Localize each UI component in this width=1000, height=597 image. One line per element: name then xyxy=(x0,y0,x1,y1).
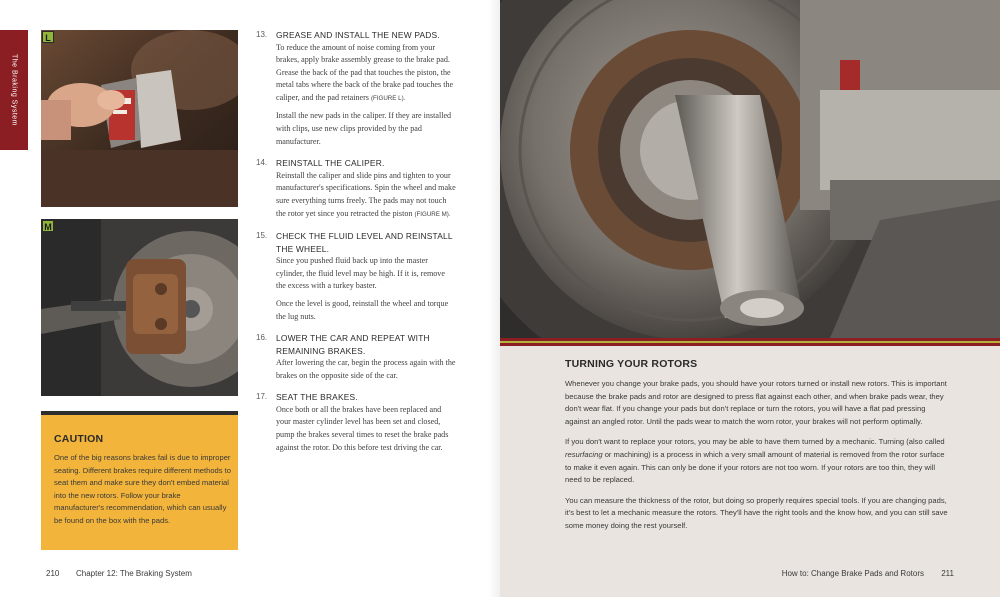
step-paragraph: Once the level is good, reinstall the wheel and torque the lug nuts. xyxy=(276,298,449,321)
step-number: 14. xyxy=(256,158,268,168)
step-title: CHECK THE FLUID LEVEL AND REINSTALL THE WHEEL. xyxy=(276,231,453,254)
step-title: SEAT THE BRAKES. xyxy=(276,392,358,403)
right-page-number: 211 xyxy=(941,569,954,578)
step-text: Reinstall the caliper and slide pins and tighten to your manufacturer's specifications. Spin the wheel and make sure everything turns freely. The pads may not touch the rotor yet since you retracted the piston xyxy=(276,170,456,218)
caution-body: One of the big reasons brakes fail is due to improper seating. Different brakes require different methods to seat them and make sure they don't embed material into the new rotors. Follow your brake manufacturer's recommendation, which can usually be found on the box with the pads. xyxy=(54,453,232,525)
left-page-number: 210 xyxy=(46,569,60,578)
steps-column xyxy=(256,29,456,463)
sidebar-body xyxy=(565,378,950,541)
step-paragraph: Install the new pads in the caliper. If they are installed with clips, use new clips provided by the pad manufacturer. xyxy=(276,111,452,146)
sidebar-title: TURNING YOUR ROTORS xyxy=(565,358,698,370)
sidebar-paragraph: You can measure the thickness of the rotor, but doing so properly requires special tools. If you are changing pads, it's best to let a mechanic measure the rotors. They'll have the right tools and the know how, and you can still save some money doing the rest yourself. xyxy=(565,495,948,530)
step-16 xyxy=(256,332,456,382)
left-running-footer: Chapter 12: The Braking System xyxy=(76,569,192,578)
step-number: 15. xyxy=(256,231,268,241)
sidebar-text: or machining) is a process in which a very small amount of material is removed from the rotor surface to make it even again. This can only be done if your rotors are not too worn. If your rotors are too thin, they will need to be replaced. xyxy=(565,449,945,485)
caution-box xyxy=(41,411,238,550)
rotor-photo xyxy=(500,0,1000,338)
figure-reference: (FIGURE M). xyxy=(414,210,451,218)
sidebar-paragraph: Whenever you change your brake pads, you should have your rotors turned or install new rotors. This is important because the brake pads and rotor are designed to press flat against each other, and when brake pads wear, they don't wear flat. If you change your pads but don't replace or turn the rotors, you will have a flat pad pressing against an angled rotor. Until the pads wear to match the worn rotor, your brakes will not perform optimally. xyxy=(565,379,947,426)
rotor-image xyxy=(500,0,1000,338)
step-number: 16. xyxy=(256,333,268,343)
step-title: GREASE AND INSTALL THE NEW PADS. xyxy=(276,30,440,40)
step-13 xyxy=(256,29,456,148)
sidebar-paragraph xyxy=(565,436,950,486)
figure-l-label: L xyxy=(42,31,54,43)
step-paragraph xyxy=(276,170,456,221)
step-title: REINSTALL THE CALIPER. xyxy=(276,158,385,169)
figure-l-photo xyxy=(41,30,238,207)
step-15 xyxy=(256,230,456,323)
sidebar-text: If you don't want to replace your rotors, you may be able to have them turned by a mechanic. Turning (also called xyxy=(565,437,945,447)
step-paragraph: Since you pushed fluid back up into the master cylinder, the fluid level may be high. If it is, remove the excess with a turkey baster. xyxy=(276,256,445,291)
figure-m-photo xyxy=(41,219,238,396)
figure-reference: (FIGURE L). xyxy=(370,94,406,102)
step-paragraph: After lowering the car, begin the process again with the brakes on the opposite side of the car. xyxy=(276,358,456,380)
step-number: 17. xyxy=(256,392,268,402)
step-title: LOWER THE CAR AND REPEAT WITH REMAINING BRAKES. xyxy=(276,333,430,356)
right-running-footer: How to: Change Brake Pads and Rotors xyxy=(781,569,924,578)
figure-m-image xyxy=(41,219,238,396)
step-paragraph: Once both or all the brakes have been replaced and your master cylinder level has been set and closed, pump the brakes several times to reset the brake pads against the rotor. Do this before test driving the car. xyxy=(276,404,449,452)
figure-l-image xyxy=(41,30,238,207)
figure-m-label: M xyxy=(42,220,54,232)
side-tab-left xyxy=(0,30,28,150)
side-tab-left-label: The Braking System xyxy=(10,53,18,127)
sidebar-emphasis: resurfacing xyxy=(565,449,603,459)
step-text: To reduce the amount of noise coming from your brakes, apply brake assembly grease to the brake pad. Grease the back of the pad that touches the piston, the metal tabs where the back of the brake pad touches the caliper, and the pad retainers xyxy=(276,42,454,102)
step-14 xyxy=(256,157,456,221)
step-number: 13. xyxy=(256,30,268,39)
step-17 xyxy=(256,391,456,454)
caution-title: CAUTION xyxy=(54,433,104,445)
step-paragraph xyxy=(276,42,456,106)
caution-top-rule xyxy=(41,411,238,415)
